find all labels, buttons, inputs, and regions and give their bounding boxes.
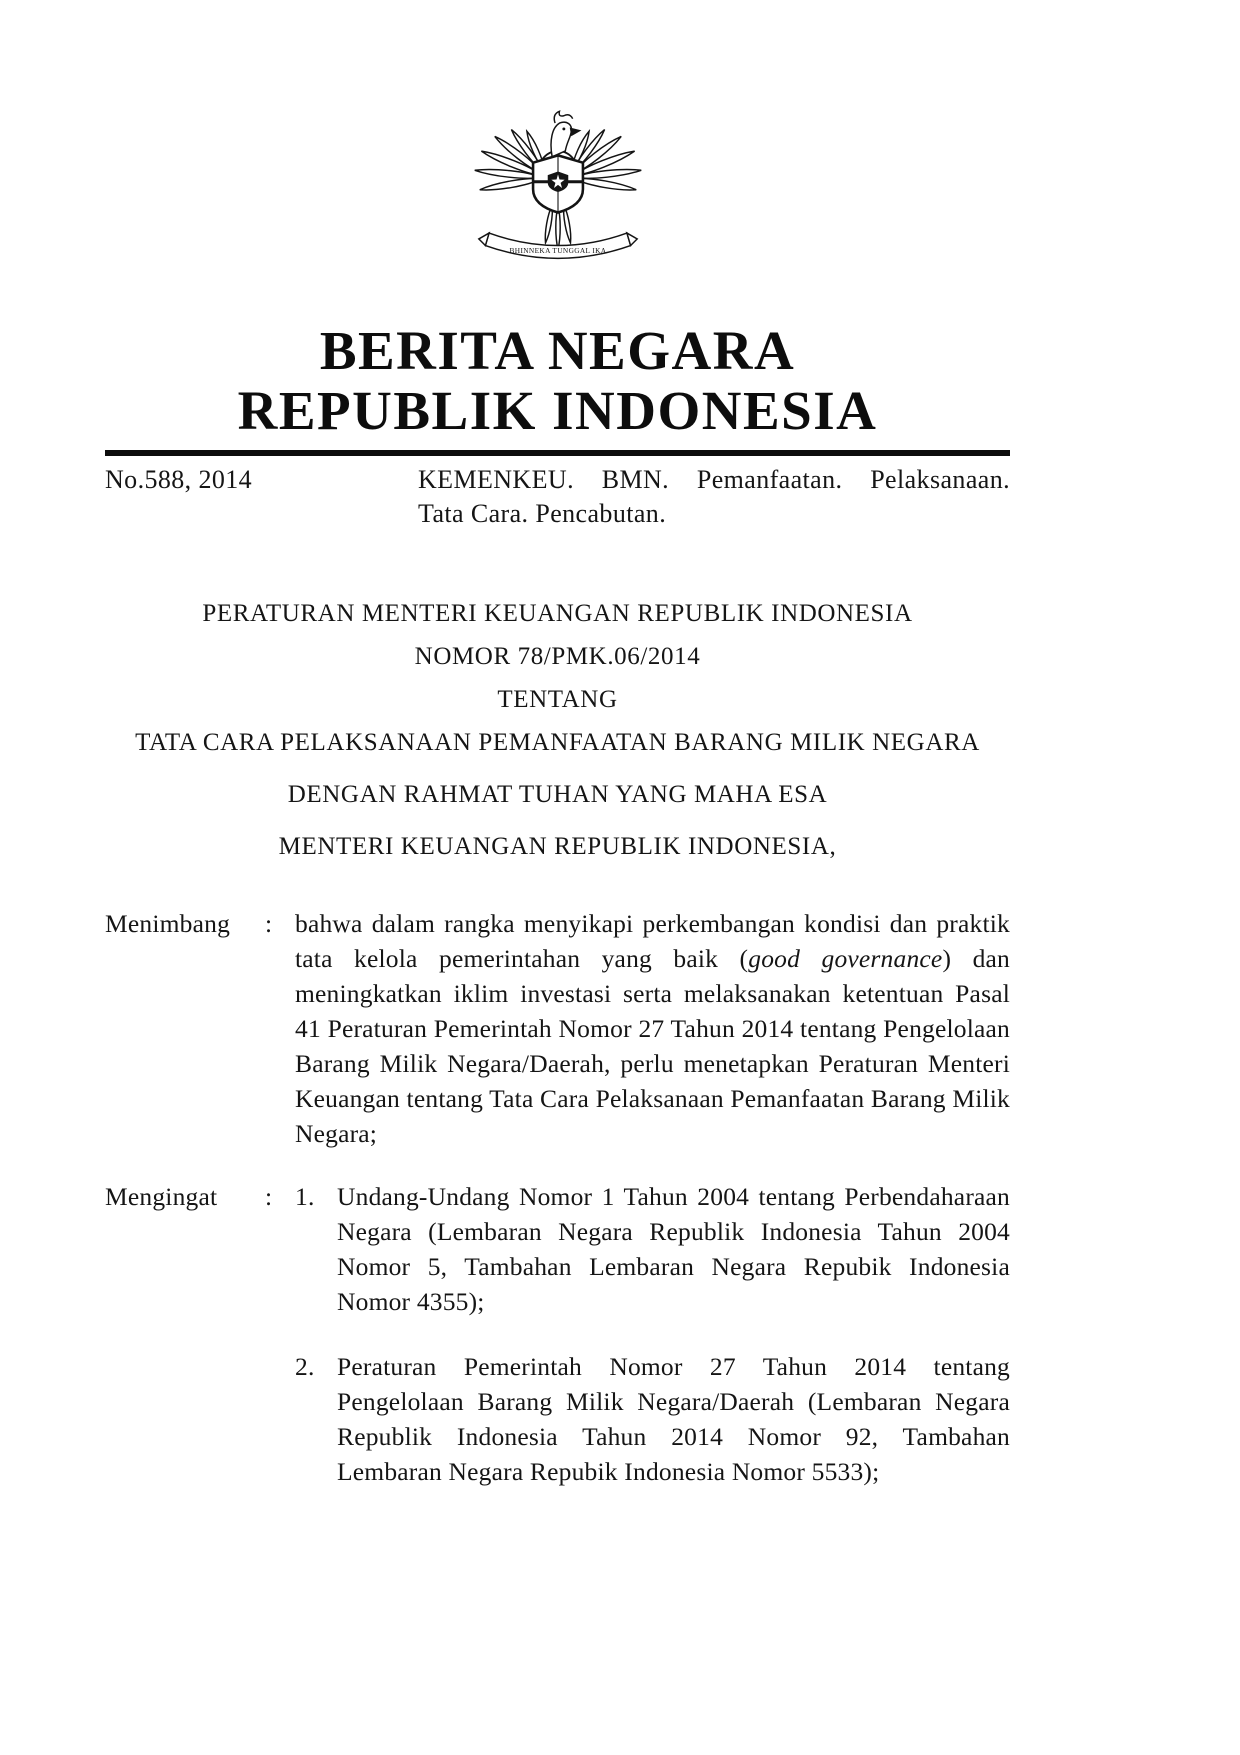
- mengingat-colon: :: [265, 1181, 273, 1211]
- gazette-masthead: [105, 321, 1010, 441]
- issue-row: [105, 463, 1010, 531]
- page-content: [105, 0, 1010, 1489]
- regulation-number: NOMOR 78/PMK.06/2014: [414, 642, 701, 670]
- item-paragraph: Peraturan Pemerintah Nomor 27 Tahun 2014 tentang Pengelolaan Barang Milik Negara/Daerah (Lembaran Negara Republik Indonesia Tahun 2014 Nomor 92, Tambahan Lembaran Negara Repubik Indonesia Nomor 5533);: [337, 1351, 1010, 1486]
- clause-menimbang: [105, 906, 1010, 1151]
- subject-block: [418, 463, 1010, 531]
- menimbang-text-post: ) dan meningkatkan iklim investasi serta melaksanakan ketentuan Pasal 41 Peraturan Pemerintah Nomor 27 Tahun 2014 tentang Pengelolaan Barang Milik Negara/Daerah, perlu menetapkan Peraturan Menteri Keuangan tentang Tata Cara Pelaksanaan Pemanfaatan Barang Milik Negara;: [295, 943, 1010, 1148]
- menimbang-text-italic: good governance: [748, 943, 943, 973]
- subject-line2: Tata Cara. Pencabutan.: [418, 498, 667, 528]
- regulation-tentang: TENTANG: [497, 685, 618, 713]
- menimbang-paragraph: [295, 906, 1010, 1151]
- item-number: 2.: [295, 1351, 315, 1381]
- item-paragraph: Undang-Undang Nomor 1 Tahun 2004 tentang Perbendaharaan Negara (Lembaran Negara Republik Indonesia Tahun 2004 Nomor 5, Tambahan Lembaran Negara Repubik Indonesia Nomor 4355);: [337, 1181, 1010, 1316]
- mengingat-body: [295, 1179, 1010, 1489]
- head: [551, 111, 581, 156]
- list-item: [295, 1179, 1010, 1319]
- invocation-line: DENGAN RAHMAT TUHAN YANG MAHA ESA: [287, 780, 828, 808]
- menimbang-text-pre: bahwa dalam rangka menyikapi perkembangan kondisi dan praktik tata kelola pemerintahan yang baik (: [295, 908, 1010, 973]
- regulation-title: PERATURAN MENTERI KEUANGAN REPUBLIK INDONESIA: [202, 599, 913, 627]
- mengingat-label: Mengingat: [105, 1181, 218, 1211]
- gazette-title-line1: BERITA NEGARA: [319, 320, 796, 381]
- emblem-container: [105, 0, 1010, 281]
- menimbang-body: [295, 906, 1010, 1151]
- masthead-rule: [105, 450, 1010, 456]
- regulation-heading: [105, 601, 1010, 860]
- banner-motto: BHINNEKA TUNGGAL IKA: [509, 245, 606, 255]
- menimbang-label: Menimbang: [105, 908, 231, 938]
- gazette-title-line2: REPUBLIK INDONESIA: [237, 379, 878, 441]
- item-number: 1.: [295, 1181, 315, 1211]
- clause-mengingat: [105, 1179, 1010, 1489]
- regulation-subject: TATA CARA PELAKSANAAN PEMANFAATAN BARANG MILIK NEGARA: [135, 728, 980, 756]
- item-text: [337, 1349, 1010, 1489]
- garuda-pancasila-emblem: [470, 86, 646, 276]
- subject-line1: KEMENKEU. BMN. Pemanfaatan. Pelaksanaan.: [418, 464, 1010, 494]
- clauses-section: [105, 906, 1010, 1489]
- list-item: [295, 1349, 1010, 1489]
- issue-number: No.588, 2014: [105, 464, 253, 494]
- pancasila-shield: [533, 155, 583, 212]
- menimbang-colon: :: [265, 908, 273, 938]
- item-text: [337, 1179, 1010, 1319]
- issuer-line: MENTERI KEUANGAN REPUBLIK INDONESIA,: [278, 832, 837, 860]
